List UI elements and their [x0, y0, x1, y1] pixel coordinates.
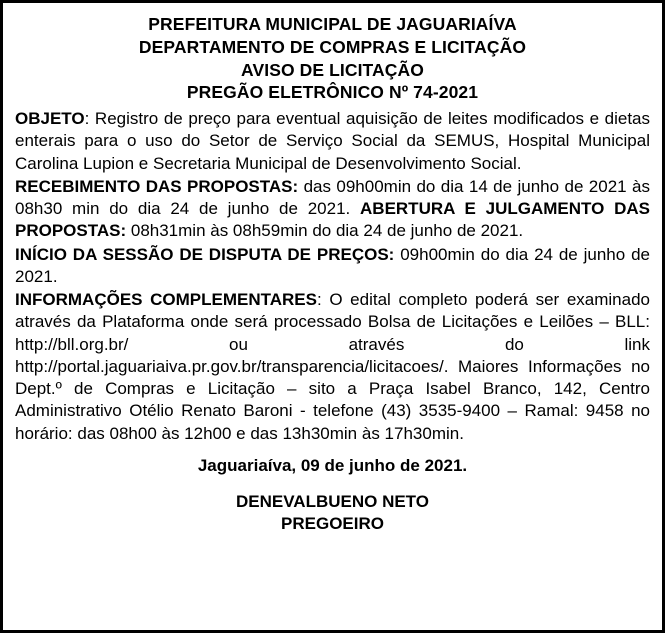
- objeto-label: OBJETO: [15, 109, 85, 128]
- signer-name: DENEVALBUENO NETO: [235, 492, 429, 512]
- header-line-department: DEPARTAMENTO DE COMPRAS E LICITAÇÃO: [138, 36, 527, 57]
- header-line-municipality: PREFEITURA MUNICIPAL DE JAGUARIAÍVA: [148, 14, 517, 34]
- abertura-label: ABERTURA E JULGAMENTO DAS PROPOSTAS:: [15, 199, 650, 241]
- informacoes-text: : O edital completo poderá ser examinado através da Plataforma onde será processado Bolsa de Licitações e Leilões – BLL: http://bll.org.br/ ou através do link http://portal.jaguariaiva.pr.gov.br/transparencia/licitacoes/. Maiores Informações no Dept.º de Compras e Licitação – sito a Praça Isabel Branco, 142, Centro Administrativo Otélio Renato Baroni - telefone (43) 3535-9400 – Ramal: 9458 no horário: das 08h00 às 12h00 e das 13h30min às 17h30min.: [15, 290, 651, 443]
- paragraph-inicio-sessao: [15, 244, 650, 289]
- recebimento-text: das 09h00min do dia 14 de junho de 2021 às 08h30 min do dia 24 de junho de 2021.: [15, 176, 650, 219]
- document-header: [15, 13, 650, 104]
- objeto-text: : Registro de preço para eventual aquisição de leites modificados e dietas enterais para o uso do Setor de Serviço Social da SEMUS, Hospital Municipal Carolina Lupion e Secretaria Municipal de Desenvolvimento Social.: [15, 109, 650, 173]
- recebimento-label: RECEBIMENTO DAS PROPOSTAS:: [15, 176, 299, 196]
- paragraph-recebimento: [15, 176, 650, 243]
- document-body: [15, 108, 650, 535]
- inicio-label: INÍCIO DA SESSÃO DE DISPUTA DE PREÇOS:: [15, 244, 395, 264]
- city-date-line: Jaguariaíva, 09 de junho de 2021.: [197, 455, 468, 475]
- informacoes-label: INFORMAÇÕES COMPLEMENTARES: [15, 290, 317, 310]
- signer-role: PREGOEIRO: [281, 514, 384, 534]
- header-line-notice: AVISO DE LICITAÇÃO: [241, 59, 424, 80]
- abertura-text: 08h31min às 08h59min do dia 24 de junho de 2021.: [126, 221, 524, 241]
- inicio-text: 09h00min do dia 24 de junho de 2021.: [15, 244, 650, 286]
- signature-block: [15, 491, 650, 535]
- paragraph-objeto: [15, 108, 650, 175]
- paragraph-informacoes: [15, 289, 650, 445]
- header-line-process-number: PREGÃO ELETRÔNICO Nº 74-2021: [186, 82, 479, 103]
